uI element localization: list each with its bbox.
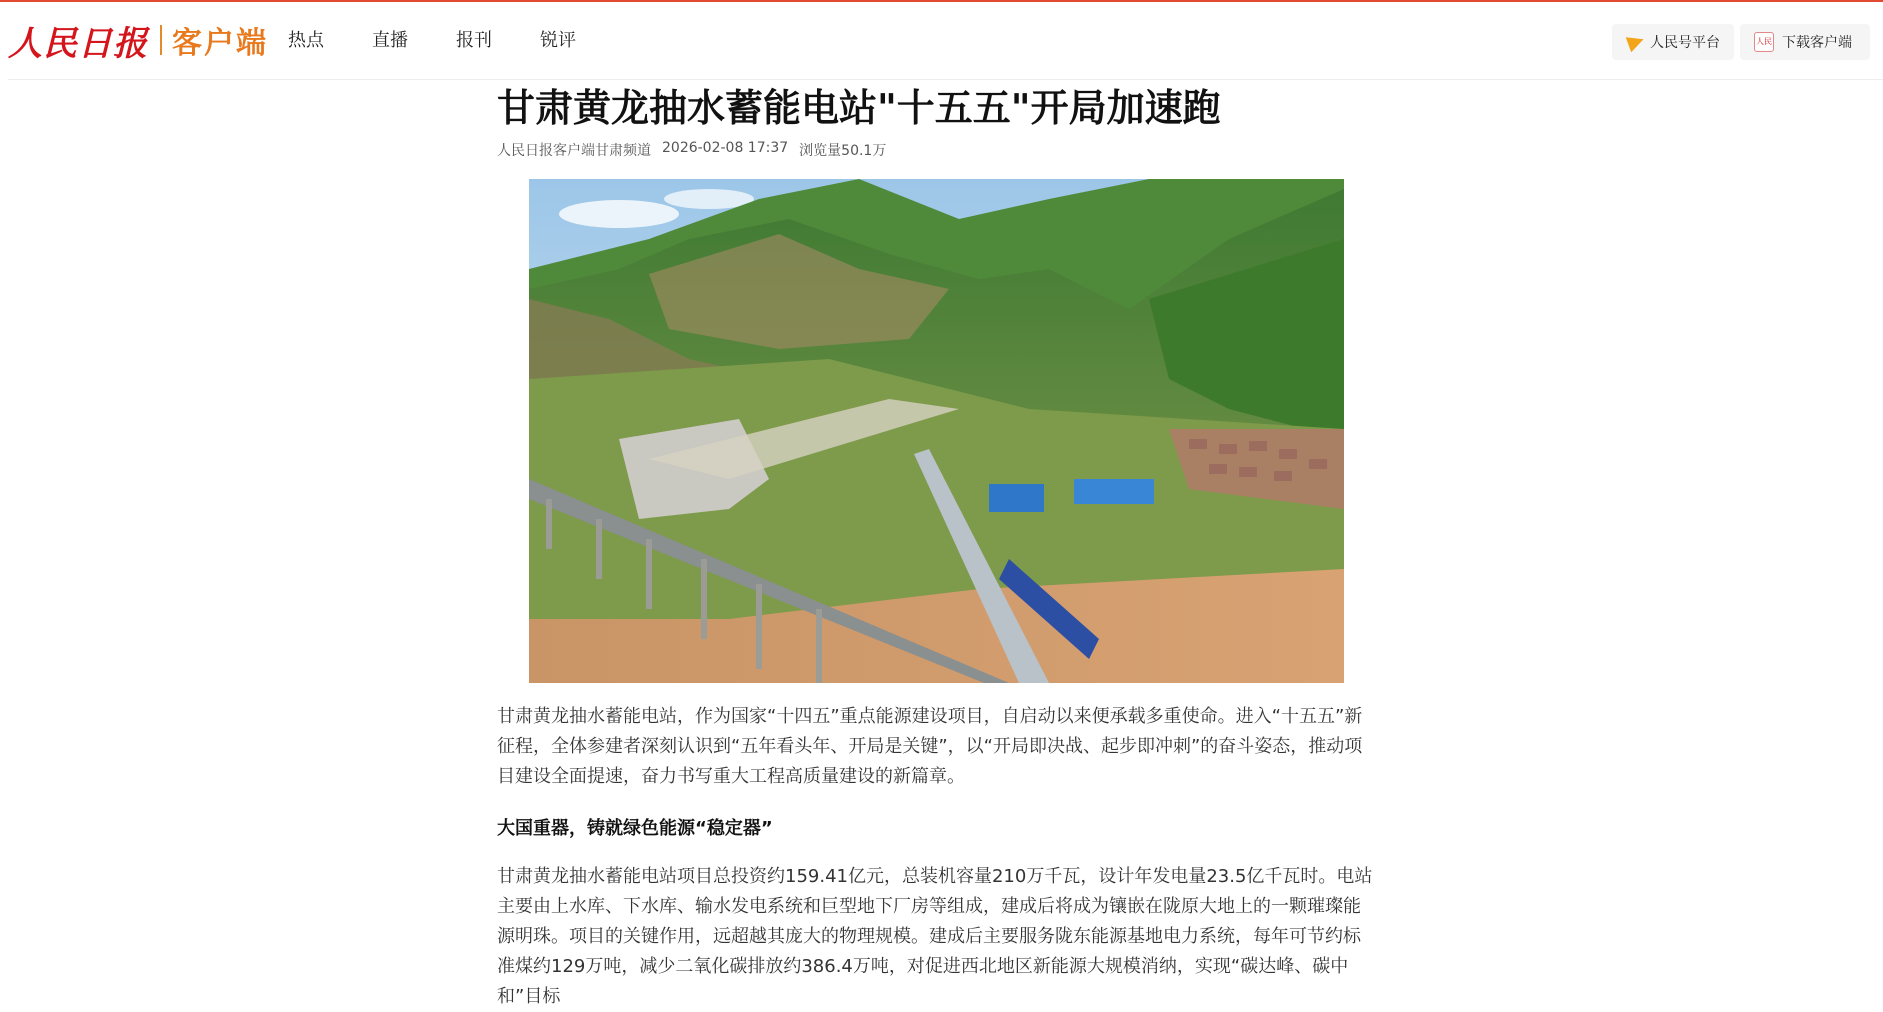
article-meta [497,140,897,160]
article-source[interactable]: 人民日报客户端甘肃频道 [497,143,651,159]
nav-item-hot[interactable]: 热点 [288,30,324,51]
logo-separator [160,25,162,55]
app-icon: 人民 [1754,32,1774,52]
main-nav [288,26,624,56]
nav-item-newspaper[interactable]: 报刊 [456,30,492,51]
article-subheading: 大国重器，铸就绿色能源“稳定器” [497,818,773,839]
people-platform-label: 人民号平台 [1650,35,1720,51]
article-title: 甘肃黄龙抽水蓄能电站"十五五"开局加速跑 [497,86,1221,130]
download-app-label: 下载客户端 [1782,35,1852,51]
article-photo [529,179,1344,683]
aerial-photo-illustration [529,179,1344,683]
article-paragraph: 甘肃黄龙抽水蓄能电站项目总投资约159.41亿元，总装机容量210万千瓦，设计年发电量23.5亿千瓦时。电站主要由上水库、下水库、输水发电系统和巨型地下厂房等组成，建成后将成为镶嵌在陇原大地上的一颗璀璨能源明珠。项目的关键作用，远超越其庞大的物理规模。建成后主要服务陇东能源基地电力系统，每年可节约标准煤约129万吨，减少二氧化碳排放约386.4万吨，对促进西北地区新能源大规模消纳，实现“碳达峰、碳中和”目标 [497,866,1373,1007]
article-datetime: 2026-02-08 17:37 [662,140,789,156]
people-platform-button[interactable] [1612,24,1734,60]
download-app-button[interactable] [1740,24,1870,60]
logo-sub-text: 客户端 [172,26,268,61]
article-paragraph: 甘肃黄龙抽水蓄能电站，作为国家“十四五”重点能源建设项目，自启动以来便承载多重使命。进入“十五五”新征程，全体参建者深刻认识到“五年看头年、开局是关键”，以“开局即决战、起步即冲刺”的奋斗姿态，推动项目建设全面提速，奋力书写重大工程高质量建设的新篇章。 [497,706,1363,787]
megaphone-icon [1626,32,1647,53]
site-logo[interactable] [8,18,268,62]
nav-item-live[interactable]: 直播 [372,30,408,51]
article-views: 浏览量50.1万 [799,143,887,159]
site-header [0,2,1883,79]
logo-main-text: 人民日报 [8,23,148,64]
nav-item-commentary[interactable]: 锐评 [540,30,576,51]
